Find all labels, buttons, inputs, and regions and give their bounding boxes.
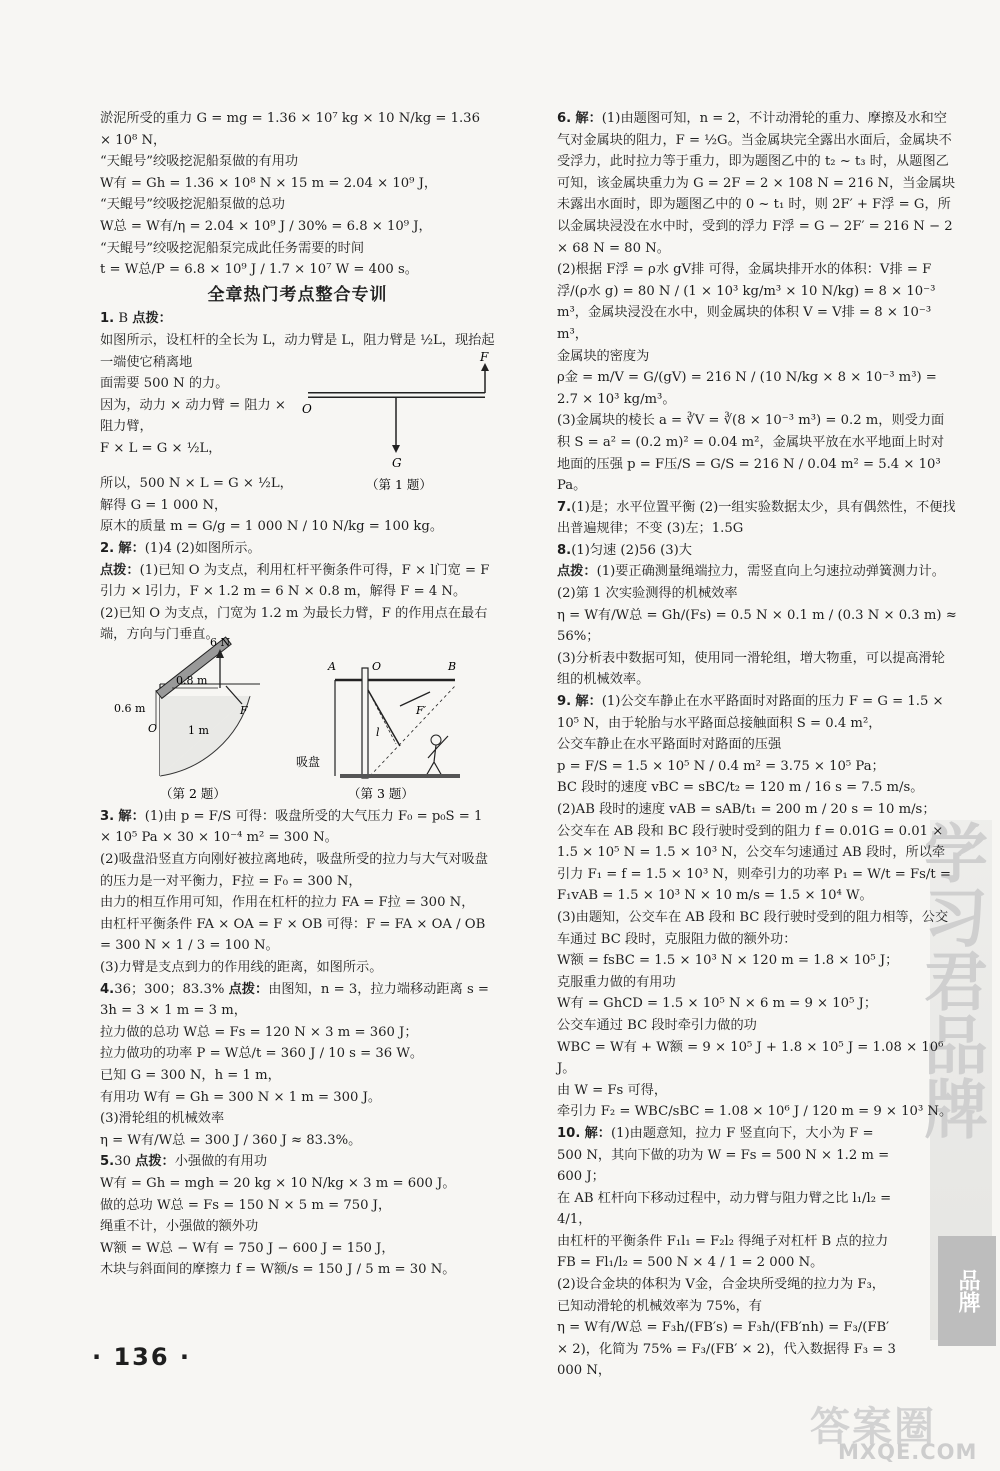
text-line: BC 段时的速度 vBC = sBC/t₂ = 120 m / 16 s = 7.5 m/s。	[557, 780, 924, 796]
figure-1-lever	[300, 350, 495, 503]
text-line: (2)已知 O 为支点，门宽为 1.2 m 为最长力臂，F 的作用点在最右端，方向与门垂直。	[100, 605, 488, 643]
text-line: (2)AB 段时的速度 vAB = sAB/t₁ = 200 m / 20 s = 10 m/s；	[557, 802, 936, 817]
text-line: F × L = G × ½L，	[100, 440, 222, 456]
text-line: η = W有/W总 = Gh/(Fs) = 0.5 N × 0.1 m / (0.3 N × 0.3 m) ≈ 56%；	[557, 607, 957, 645]
hint-label: 点拨：	[100, 562, 140, 578]
question-3	[100, 806, 495, 979]
text-line: “天鲲号”绞吸挖泥船泵做的总功	[100, 197, 285, 213]
text-line: (2)吸盘沿竖直方向刚好被拉离地砖，吸盘所受的拉力与大气对吸盘的压力是一对平衡力，F拉 = F₀ = 300 N，	[100, 852, 488, 889]
watermark-logo: 答案圈	[810, 1404, 936, 1450]
solution-label: 解：	[118, 808, 145, 824]
label-o: O	[372, 659, 382, 673]
figure-caption: （第 3 题）	[348, 785, 414, 801]
text-line: (1)由题图可知，n = 2，不计动滑轮的重力、摩擦及水和空气对金属块的阻力，F = ½G。当金属块完全露出水面后，金属块不受浮力，此时拉力等于重力，即为题图乙中的 t₂ ~ t₃ 时，从题图乙可知，该金属块重力为 G = 2F = 2 × 108 N = 216 N，当金属块未露出水面时，即为题图乙中的 0 ~ t₁ 时，则 2F′ + F浮 = G，所以金属块浸没在水中时，受到的浮力 F浮 = G − 2F′ = 216 N − 2 × 68 N = 80 N。	[557, 111, 956, 256]
text-line: 由 W = Fs 可得，	[557, 1082, 668, 1098]
text-line: 做的总功 W总 = Fs = 150 N × 5 m = 750 J，	[100, 1197, 392, 1213]
solution-label: 解：	[584, 1125, 611, 1141]
text-line: 小强做的有用功	[174, 1154, 268, 1170]
section-title: 全章热门考点整合专训	[207, 284, 388, 305]
text-line: WBC = W有 + W额 = 9 × 10⁵ J + 1.8 × 10⁵ J = 1.08 × 10⁶ J。	[557, 1039, 944, 1077]
text-line: (1)已知 O 为支点，利用杠杆平衡条件可得，F × l门宽 = F引力 × l引力，F × 1.2 m = 6 N × 0.8 m，解得 F = 4 N。	[100, 562, 490, 600]
text-line: 拉力做的总功 W总 = Fs = 120 N × 3 m = 360 J；	[100, 1024, 418, 1040]
hint-label: 点拨：	[557, 564, 597, 580]
text-line: W有 = Gh = mgh = 20 kg × 10 N/kg × 3 m = 600 J。	[100, 1175, 456, 1191]
question-number: 2.	[100, 540, 115, 556]
text-line: W有 = Gh = 1.36 × 10⁸ N × 15 m = 2.04 × 10⁹ J，	[100, 175, 438, 191]
text-line: (3)滑轮组的机械效率	[100, 1111, 225, 1127]
text-line: (1)公交车静止在水平路面时对路面的压力 F = G = 1.5 × 10⁵ N，由于轮胎与水平路面总接触面积 S = 0.4 m²，	[557, 694, 944, 731]
text-line: (3)由题知，公交车在 AB 段和 BC 段行驶时受到的阻力相等，公交车通过 BC 段时，克服阻力做的额外功：	[557, 909, 949, 947]
answer: (1)匀速 (2)56 (3)大	[571, 542, 692, 558]
q8-hint	[557, 561, 957, 604]
q2-first-line	[100, 538, 495, 560]
text-line: “天鲲号”绞吸挖泥船泵做的有用功	[100, 154, 299, 170]
text-line: 绳重不计，小强做的额外功	[100, 1219, 259, 1235]
text-line: 由杠杆的平衡条件 F₁l₁ = F₂l₂ 得绳子对杠杆 B 点的拉力 FB = Fl₁/l₂ = 500 N × 4 / 1 = 2 000 N。	[557, 1233, 889, 1271]
label-06m: 0.6 m	[114, 701, 146, 715]
text-line: (1)由题意知，拉力 F 竖直向下，大小为 F = 500 N，其向下做的功为 W = Fs = 500 N × 1.2 m = 600 J；	[557, 1125, 890, 1185]
text-line: (3)力臂是支点到力的作用线的距离，如图所示。	[100, 960, 383, 976]
text-line: 金属块的密度为	[557, 348, 650, 364]
text-line: η = W有/W总 = F₃h/(FB′s) = F₃h/(FB′nh) = F₃/(FB′ × 2)，化简为 75% = F₃/(FB′ × 2)，代入数据得 F₃ = 3 000 N，	[557, 1320, 896, 1379]
text-line: t = W总/P = 6.8 × 10⁹ J / 1.7 × 10⁷ W = 400 s。	[100, 262, 418, 278]
question-number: 3.	[100, 808, 115, 824]
text-line: 因为，动力 × 动力臂 = 阻力 × 阻力臂，	[100, 397, 286, 435]
q2-hint	[100, 560, 495, 603]
answer: 36；300；83.3%	[114, 981, 225, 997]
answer: 30	[114, 1154, 131, 1170]
solution-label: 解：	[575, 111, 602, 126]
text-line: p = F/S = 1.5 × 10⁵ N / 0.4 m² = 3.75 × 10⁵ Pa；	[557, 758, 885, 774]
text-line: 在 AB 杠杆向下移动过程中，动力臂与阻力臂之比 l₁/l₂ = 4/1，	[557, 1190, 892, 1228]
text-line: 克服重力做的有用功	[557, 974, 676, 990]
text-line: (2)根据 F浮 = ρ水 gV排 可得，金属块排开水的体积：V排 = F浮/(ρ水 g) = 80 N / (1 × 10³ kg/m³ × 10 N/kg) = 8 × 10⁻³ m³，金属块浸没在水中，则金属块的体积 V = V排 = 8 × 10⁻³ m³，	[557, 262, 936, 342]
question-5	[100, 1151, 495, 1281]
text-line: W额 = W总 − W有 = 750 J − 600 J = 150 J，	[100, 1240, 395, 1256]
label-f: F	[240, 703, 248, 717]
label-l: l	[376, 725, 380, 739]
brand-stamp: 品牌	[938, 1236, 996, 1346]
solution-label: 解：	[575, 694, 602, 710]
text-line: 有用功 W有 = Gh = 300 N × 1 m = 300 J。	[100, 1089, 382, 1105]
label-g: G	[392, 456, 402, 471]
question-number: 10.	[557, 1125, 581, 1141]
question-8	[557, 540, 957, 691]
question-number: 6.	[557, 111, 572, 126]
watermark-url: MXQE.COM	[838, 1440, 978, 1464]
text-line: η = W有/W总 = 300 J / 360 J ≈ 83.3%。	[100, 1132, 362, 1148]
text-line: 由力的相互作用可知，作用在杠杆的拉力 FA = F拉 = 300 N，	[100, 895, 475, 911]
question-number: 1.	[100, 311, 115, 327]
text-line: (1)是；水平位置平衡 (2)一组实验数据太少，具有偶然性，不便找出普遍规律；不变 (3)左；1.5G	[557, 499, 956, 537]
text-line: (3)金属块的棱长 a = ∛V = ∛(8 × 10⁻³ m³) = 0.2 m，则受力面积 S = a² = (0.2 m)² = 0.04 m²，金属块平放在水平地面上时对地面的压强 p = F压/S = G/S = 216 N / 0.04 m² = 5.4 × 10³ Pa。	[557, 413, 945, 494]
question-9	[557, 691, 957, 1123]
label-b: B	[448, 659, 457, 673]
text-line: 所以，500 N × L = G × ½L，	[100, 476, 293, 492]
q8-first-line	[557, 540, 957, 562]
text-line: 木块与斜面间的摩擦力 f = W额/s = 150 J / 5 m = 30 N。	[100, 1262, 456, 1278]
question-1	[100, 308, 495, 538]
text-line: 已知 G = 300 N，h = 1 m，	[100, 1068, 281, 1083]
answer: (1)4 (2)如图所示。	[144, 540, 261, 556]
q1-first-line	[100, 308, 290, 330]
label-a: A	[328, 659, 336, 673]
page-number: · 136 ·	[92, 1343, 192, 1371]
figure-3-sucker	[296, 660, 460, 801]
q4-first-line	[100, 979, 495, 1022]
text-line: 公交车在 AB 段和 BC 段行驶时受到的阻力 f = 0.01G = 0.01 × 1.5 × 10⁵ N = 1.5 × 10³ N，公交车匀速通过 AB 段时，所以牵引力 F₁ = f = 1.5 × 10³ N，则牵引力的功率 P₁ = W/t = Fs/t = F₁vAB = 1.5 × 10³ N × 10 m/s = 1.5 × 10⁴ W。	[557, 823, 951, 904]
text-line: 面需要 500 N 的力。	[100, 376, 229, 392]
left-column	[100, 108, 495, 1281]
text-line: (2)设合金块的体积为 V金，合金块所受绳的拉力为 F₃，已知动滑轮的机械效率为 75%，有	[557, 1277, 885, 1314]
question-number: 8.	[557, 542, 572, 558]
question-6	[557, 108, 957, 497]
text-line: 公交车通过 BC 段时牵引力做的功	[557, 1017, 757, 1033]
text-line: (1)要正确测量绳端拉力，需竖直向上匀速拉动弹簧测力计。(2)第 1 次实验测得的机械效率	[557, 564, 945, 602]
hint-label: 点拨：	[228, 981, 269, 997]
text-line: ρ金 = m/V = G/(gV) = 216 N / (10 N/kg × 8 × 10⁻³ m³) = 2.7 × 10³ kg/m³。	[557, 370, 937, 407]
person-head-icon	[431, 735, 441, 745]
question-10	[557, 1123, 957, 1382]
label-08m: 0.8 m	[176, 673, 208, 687]
q3-first-line	[100, 806, 495, 849]
question-4	[100, 979, 495, 1152]
text-line: “天鲲号”绞吸挖泥船泵完成此任务需要的时间	[100, 240, 365, 256]
answer: B	[118, 311, 129, 327]
arrow-head-icon	[392, 445, 400, 453]
text-line: W有 = GhCD = 1.5 × 10⁵ N × 6 m = 9 × 10⁵ J；	[557, 996, 878, 1012]
text-line: 由图知，n = 3，拉力端移动距离 s = 3h = 3 × 1 m = 3 m，	[100, 981, 489, 1019]
question-number: 7.	[557, 499, 572, 515]
right-column	[557, 108, 957, 1382]
text-line: 如图所示，设杠杆的全长为 L，动力臂是 L，阻力臂是 ½L，现抬起一端使它稍离地	[100, 332, 495, 370]
text-line: 公交车静止在水平路面时对路面的压强	[557, 737, 782, 753]
q7-line	[557, 497, 957, 540]
text-line: (3)分析表中数据可知，使用同一滑轮组，增大物重，可以提高滑轮组的机械效率。	[557, 650, 945, 688]
label-o: O	[302, 402, 312, 417]
question-2	[100, 538, 495, 806]
q5-first-line	[100, 1151, 495, 1173]
text-line: W总 = W有/η = 2.04 × 10⁹ J / 30% = 6.8 × 10⁹ J，	[100, 218, 432, 234]
question-number: 4.	[100, 981, 115, 997]
text-line: 牵引力 F₂ = WBC/sBC = 1.08 × 10⁶ J / 120 m = 9 × 10³ N。	[557, 1104, 953, 1120]
side-watermark-text: 学习君品牌	[913, 820, 987, 1140]
text-line: 原木的质量 m = G/g = 1 000 N / 10 N/kg = 100 kg。	[100, 519, 444, 535]
label-f: F	[480, 350, 489, 365]
question-number: 9.	[557, 694, 572, 710]
text-line: (1)由 p = F/S 可得：吸盘所受的大气压力 F₀ = p₀S = 1 × 10⁵ Pa × 30 × 10⁻⁴ m² = 300 N。	[100, 808, 483, 846]
text-line: 拉力做功的功率 P = W总/t = 360 J / 10 s = 36 W。	[100, 1046, 424, 1062]
hint-label: 点拨：	[132, 311, 172, 327]
q10-first-line	[557, 1123, 897, 1188]
q9-first-line	[557, 691, 957, 734]
figure-caption: （第 2 题）	[160, 785, 226, 801]
figure-caption: （第 1 题）	[366, 477, 432, 493]
question-number: 5.	[100, 1154, 115, 1170]
label-suction-cup: 吸盘	[296, 754, 321, 769]
text-line: 解得 G = 1 000 N，	[100, 497, 228, 513]
label-1m: 1 m	[188, 723, 209, 737]
solution-label: 解：	[118, 540, 145, 556]
text-line: 由杠杆平衡条件 FA × OA = F × OB 可得：F = FA × OA / OB = 300 N × 1 / 3 = 100 N。	[100, 916, 486, 954]
label-o: O	[148, 721, 158, 735]
label-f-prime: F′	[416, 703, 427, 717]
label-6n: 6 N	[210, 635, 231, 649]
figures-2-3	[100, 635, 495, 806]
hint-label: 点拨：	[135, 1154, 175, 1170]
text-line: 淤泥所受的重力 G = mg = 1.36 × 10⁷ kg × 10 N/kg = 1.36 × 10⁸ N，	[100, 111, 480, 148]
person-body-icon	[426, 736, 448, 776]
text-line: W额 = fsBC = 1.5 × 10³ N × 120 m = 1.8 × 10⁵ J；	[557, 953, 899, 969]
figure-2-door	[114, 636, 260, 801]
question-7	[557, 497, 957, 540]
q6-first-line	[557, 108, 957, 259]
